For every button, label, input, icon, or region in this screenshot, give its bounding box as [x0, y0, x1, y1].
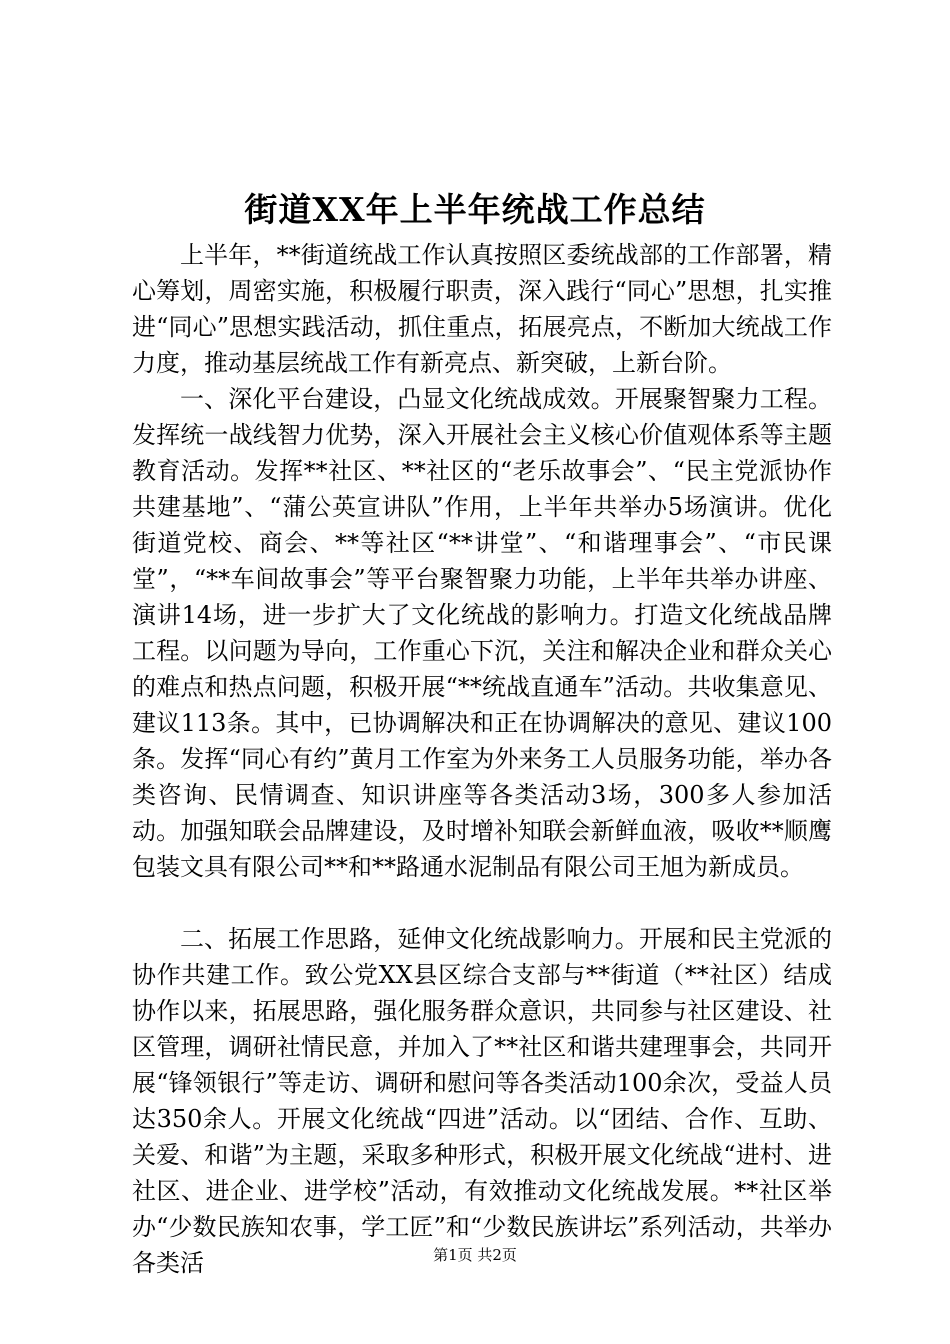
paragraph-section-2: 二、拓展工作思路，延伸文化统战影响力。开展和民主党派的协作共建工作。致公党XX县区综合支部与**街道（**社区）结成协作以来，拓展思路，强化服务群众意识，共同参与社区建设、社区管理，调研社情民意，并加入了**社区和谐共建理事会，共同开展“锋领银行”等走访、调研和慰问等各类活动100余次，受益人员达350余人。开展文化统战“四进”活动。以“团结、合作、互助、关爱、和谐”为主题，采取多种形式，积极开展文化统战“进村、进社区、进企业、进学校”活动，有效推动文化统战发展。**社区举办“少数民族知农事，学工匠”和“少数民族讲坛”系列活动，共举办各类活: [132, 925, 832, 1277]
document-body: [132, 237, 832, 1281]
paragraph-section-1: 一、深化平台建设，凸显文化统战成效。开展聚智聚力工程。发挥统一战线智力优势，深入开展社会主义核心价值观体系等主题教育活动。发挥**社区、**社区的“老乐故事会”、“民主党派协作共建基地”、“蒲公英宣讲队”作用，上半年共举办5场演讲。优化街道党校、商会、**等社区“**讲堂”、“和谐理事会”、“市民课堂”，“**车间故事会”等平台聚智聚力功能，上半年共举办讲座、演讲14场，进一步扩大了文化统战的影响力。打造文化统战品牌工程。以问题为导向，工作重心下沉，关注和解决企业和群众关心的难点和热点问题，积极开展“**统战直通车”活动。共收集意见、建议113条。其中，已协调解决和正在协调解决的意见、建议100条。发挥“同心有约”黄月工作室为外来务工人员服务功能，举办各类咨询、民情调查、知识讲座等各类活动3场，300多人参加活动。加强知联会品牌建设，及时增补知联会新鲜血液，吸收**顺鹰包装文具有限公司**和**路通水泥制品有限公司王旭为新成员。: [132, 385, 832, 881]
paragraph-intro: 上半年，**街道统战工作认真按照区委统战部的工作部署，精心筹划，周密实施，积极履行职责，深入践行“同心”思想，扎实推进“同心”思想实践活动，抓住重点，拓展亮点，不断加大统战工作力度，推动基层统战工作有新亮点、新突破，上新台阶。: [132, 241, 832, 377]
document-title: 街道XX年上半年统战工作总结: [244, 190, 706, 229]
page-number-footer: 第1页 共2页: [433, 1246, 517, 1264]
